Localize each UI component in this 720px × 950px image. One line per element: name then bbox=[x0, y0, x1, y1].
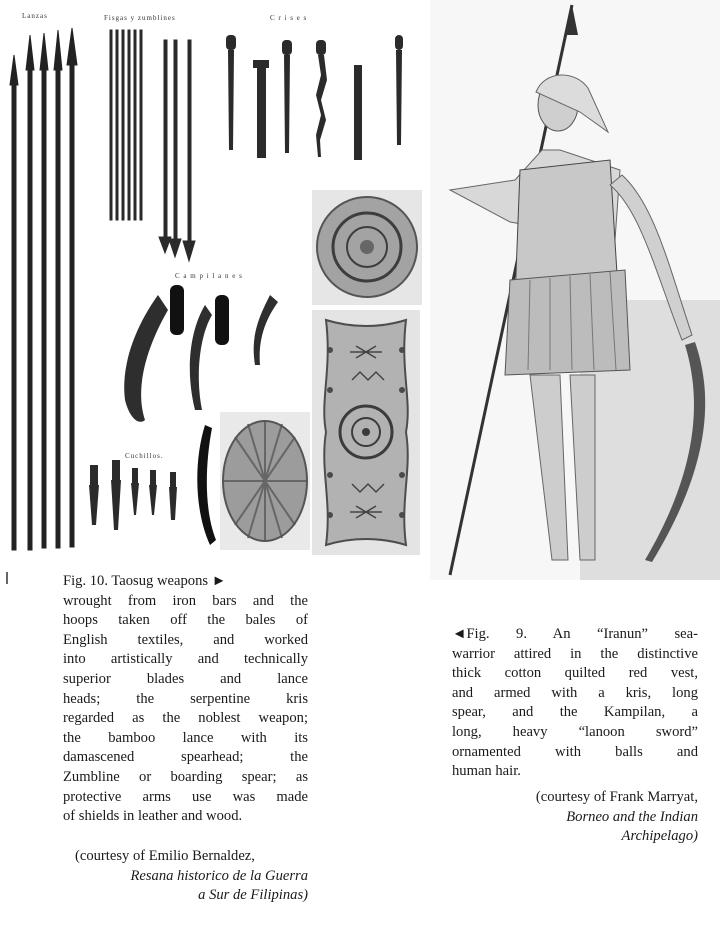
weapons-plate bbox=[0, 0, 430, 560]
caption-line: superior blades and lance bbox=[63, 670, 308, 687]
ornate-shield-panel bbox=[312, 310, 420, 555]
caption-line: wrought from iron bars and the bbox=[63, 592, 308, 609]
credit-source-title: Archipelago) bbox=[621, 828, 698, 845]
knives-illustration bbox=[80, 460, 190, 535]
caption-line: heads; the serpentine kris bbox=[63, 690, 308, 707]
campilan bbox=[190, 295, 229, 410]
knife bbox=[131, 468, 139, 515]
label-fisgas: Fisgas y zumblines bbox=[104, 14, 176, 22]
fig9-credit bbox=[452, 788, 698, 847]
credit-source-title: a Sur de Filipinas) bbox=[198, 887, 308, 904]
label-lanzas: Lanzas bbox=[22, 12, 48, 20]
label-crises: C r i s e s bbox=[270, 14, 308, 22]
credit-line: (courtesy of Frank Marryat, bbox=[535, 789, 698, 805]
caption-line: ◄Fig. 9. An “Iranun” sea- bbox=[452, 626, 698, 642]
wooden-shield bbox=[220, 412, 310, 550]
caption-line: protective arms use was made bbox=[63, 788, 308, 805]
caption-line: Zumbline or boarding spear; as bbox=[63, 768, 308, 785]
campilan-illustration bbox=[110, 280, 300, 430]
campilan bbox=[254, 295, 278, 365]
kris bbox=[316, 40, 327, 157]
caption-line: into artistically and technically bbox=[63, 651, 308, 668]
knife bbox=[111, 460, 121, 530]
caption-line: of shields in leather and wood. bbox=[63, 808, 243, 825]
caption-line: Fig. 10. Taosug weapons ► bbox=[63, 573, 227, 589]
credit-source-title: Borneo and the Indian bbox=[566, 808, 698, 825]
kris-sheath bbox=[253, 60, 269, 158]
kris bbox=[226, 35, 236, 150]
round-shield-panel bbox=[312, 190, 422, 305]
knife bbox=[169, 472, 177, 520]
kris-sheath bbox=[354, 65, 362, 160]
caption-line: and armed with a kris, long bbox=[452, 684, 698, 701]
ornate-shield bbox=[312, 310, 420, 555]
caption-line: human hair. bbox=[452, 763, 521, 780]
fig10-caption bbox=[63, 572, 308, 827]
kris bbox=[395, 35, 403, 145]
caption-line: long, heavy “lanoon sword” bbox=[452, 723, 698, 740]
caption-line: hoops taken off the bales of bbox=[63, 612, 308, 629]
caption-line: warrior attired in the distinctive bbox=[452, 645, 698, 662]
harpoons-illustration bbox=[100, 25, 200, 270]
lances-illustration bbox=[0, 25, 90, 555]
knife bbox=[149, 470, 157, 515]
lance bbox=[67, 28, 77, 547]
caption-line: regarded as the noblest weapon; bbox=[63, 710, 308, 727]
caption-line: spear, and the Kampilan, a bbox=[452, 704, 698, 721]
warrior-illustration-panel bbox=[430, 0, 720, 580]
caption-line: English textiles, and worked bbox=[63, 631, 308, 648]
kris bbox=[282, 40, 292, 153]
caption-line: thick cotton quilted red vest, bbox=[452, 665, 698, 682]
caption-line: the bamboo lance with its bbox=[63, 729, 308, 746]
campilan bbox=[124, 285, 184, 422]
caption-line: damascened spearhead; the bbox=[63, 749, 308, 766]
lance bbox=[40, 33, 48, 548]
credit-source-title: Resana historico de la Guerra bbox=[130, 867, 308, 884]
fig9-caption bbox=[452, 625, 698, 782]
caption-line: ornamented with balls and bbox=[452, 743, 698, 760]
round-shield bbox=[312, 190, 422, 305]
knife bbox=[89, 465, 99, 525]
label-campilanes: C a m p i l a n e s bbox=[175, 272, 243, 280]
striped-shield-panel bbox=[220, 412, 310, 550]
stray-mark bbox=[6, 572, 8, 584]
lance bbox=[10, 55, 18, 550]
lance bbox=[26, 35, 34, 550]
label-cuchillos: Cuchillos. bbox=[125, 452, 164, 460]
fig10-credit bbox=[63, 847, 308, 906]
credit-line: (courtesy of Emilio Bernaldez, bbox=[75, 848, 255, 864]
iranun-warrior-figure bbox=[430, 0, 720, 580]
black-sword-illustration bbox=[190, 420, 220, 550]
lance bbox=[54, 30, 62, 548]
kris-illustration bbox=[220, 35, 420, 165]
